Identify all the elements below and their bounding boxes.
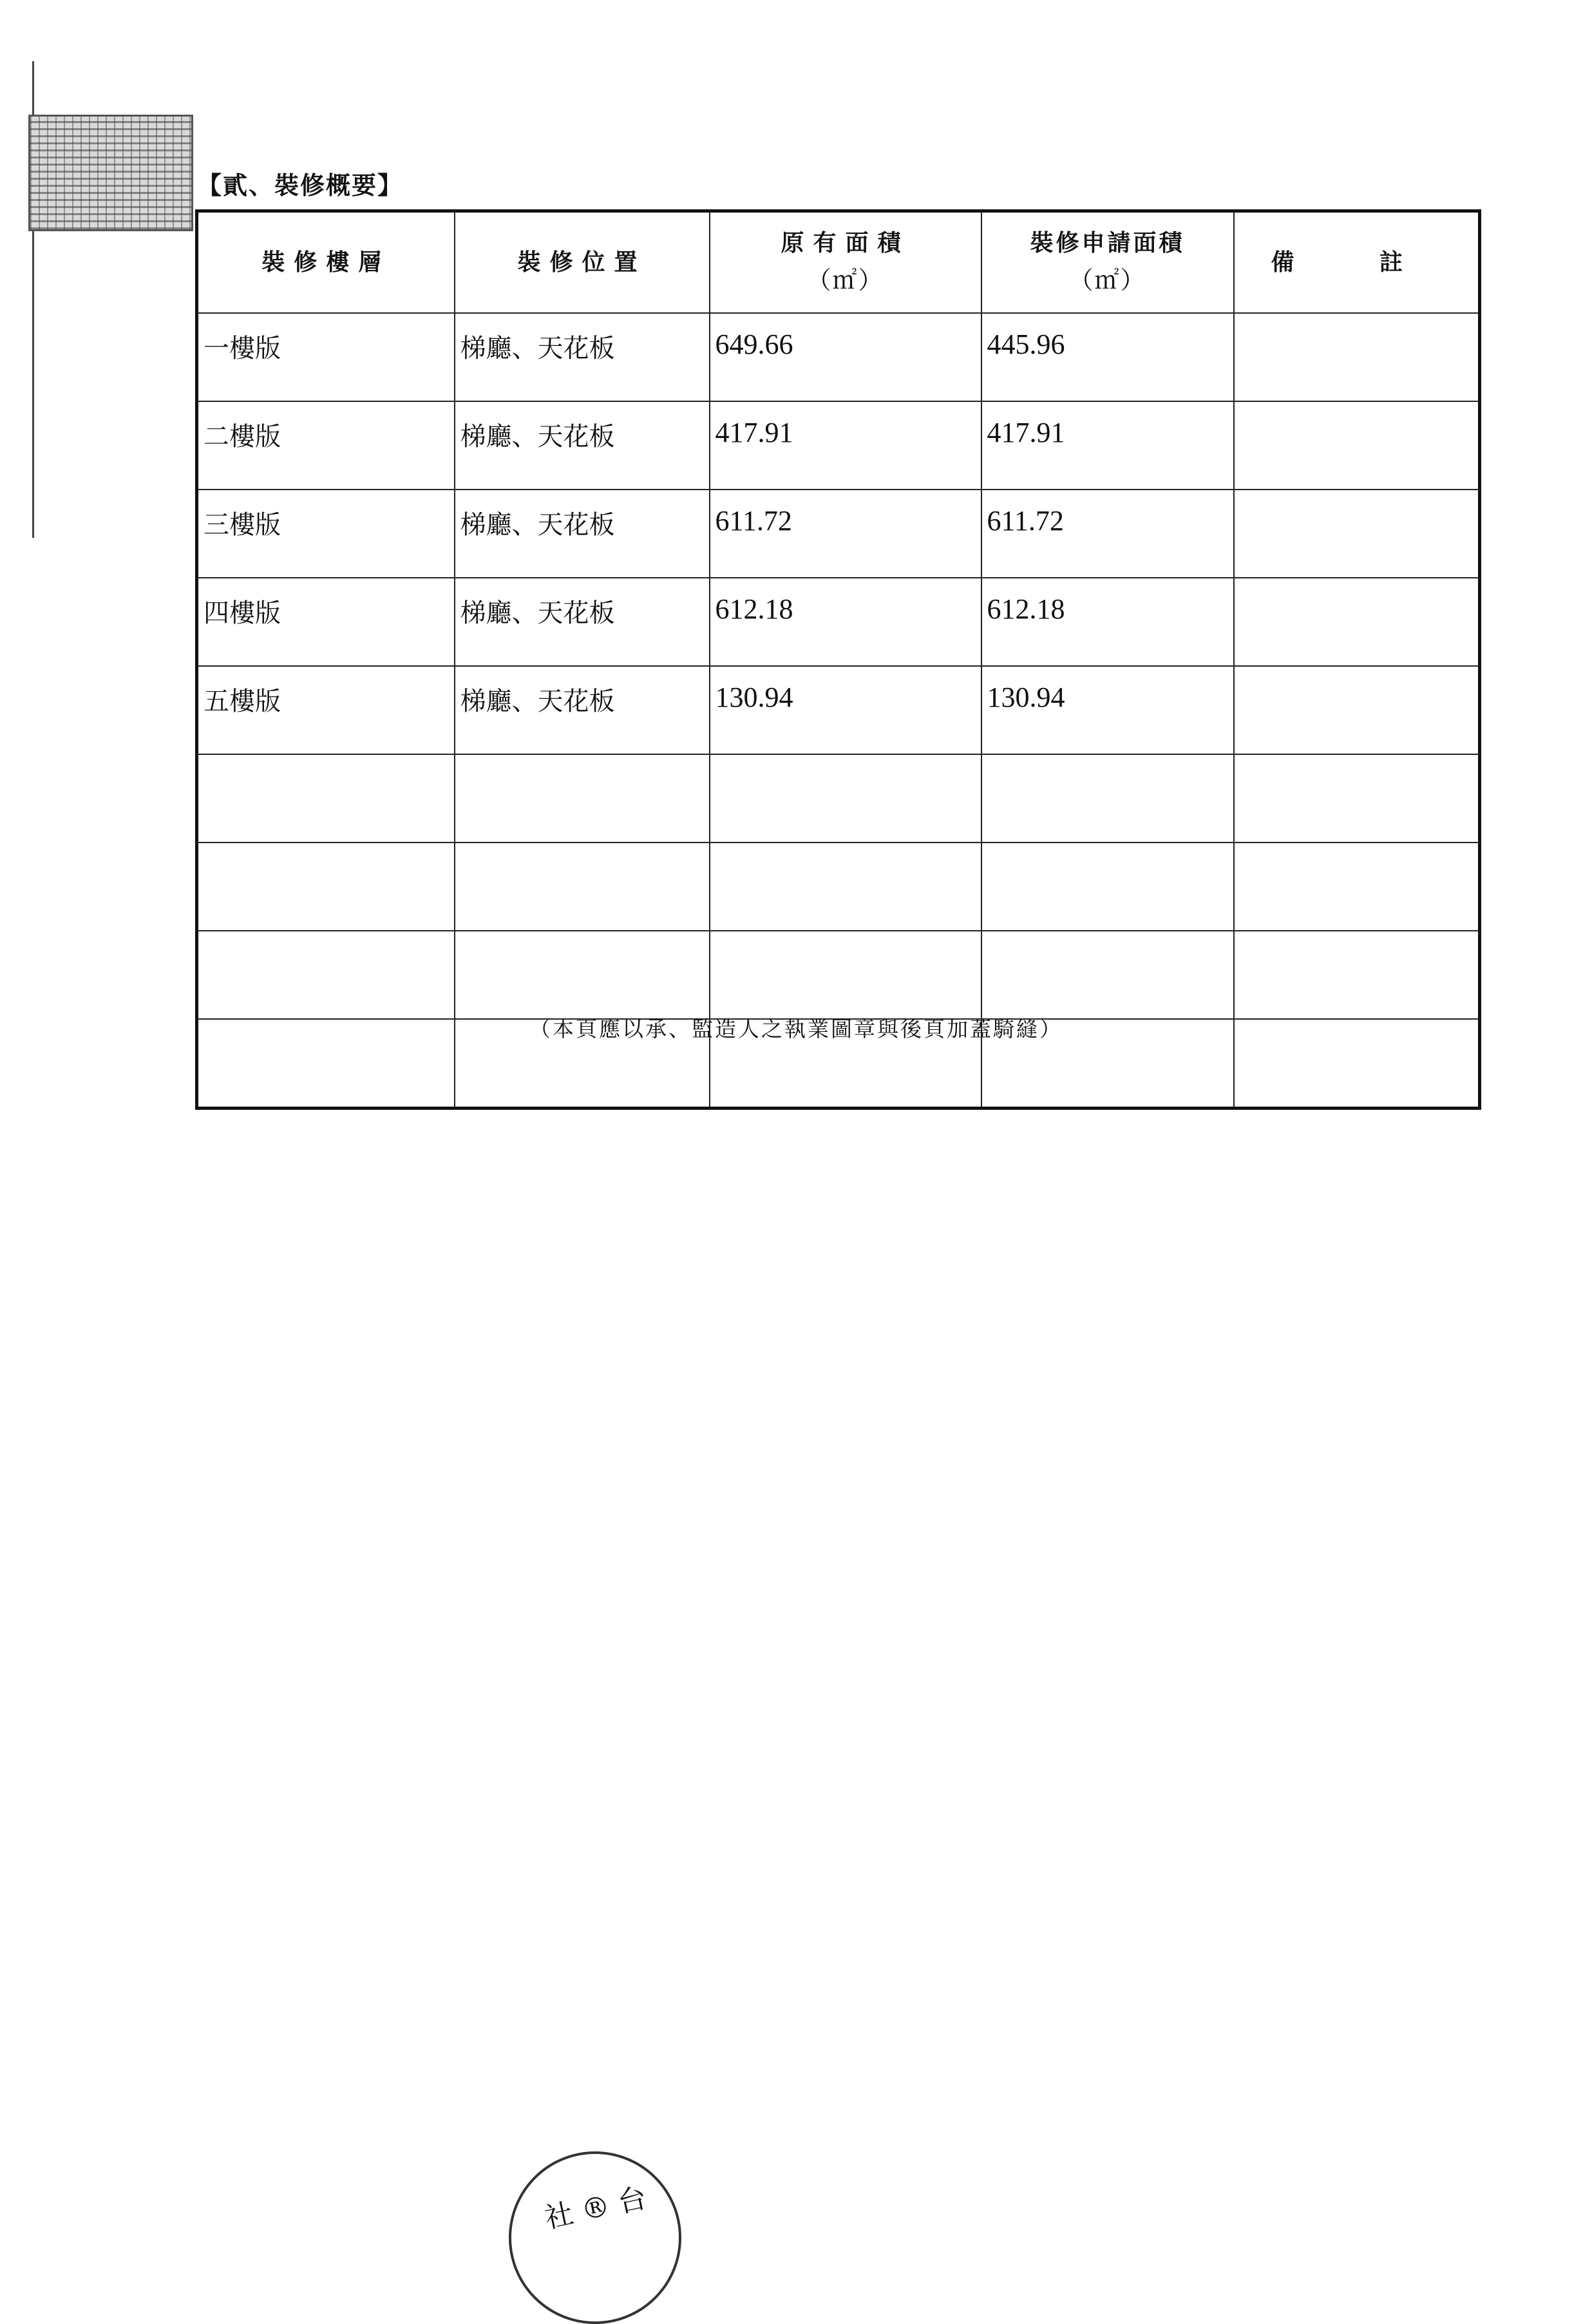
header-floor: 裝修樓層: [197, 211, 455, 314]
table-row: [197, 578, 1480, 666]
header-original-area: [710, 211, 981, 314]
cell-remarks: [1234, 666, 1480, 754]
cell-floor: 二樓版: [197, 401, 455, 490]
cell-original-area: [710, 754, 981, 843]
cell-floor: 三樓版: [197, 490, 455, 578]
cell-floor: [197, 843, 455, 931]
bottom-seal-text: 社 ® 台: [542, 2181, 650, 2235]
cell-original-area: [710, 843, 981, 931]
cell-location: [455, 843, 710, 931]
table-body: [197, 313, 1480, 1109]
table-row: [197, 754, 1480, 843]
bottom-seal-stamp: [509, 2151, 681, 2324]
cell-remarks: [1234, 313, 1480, 401]
cell-location: [455, 754, 710, 843]
cell-applied-area: 612.18: [981, 578, 1234, 666]
table-row: [197, 313, 1480, 401]
table-row: [197, 843, 1480, 931]
seam-seal-footnote: （本頁應以承、監造人之執業圖章與後頁加蓋騎縫）: [529, 1016, 1063, 1042]
section-title: 【貳、裝修概要】: [197, 171, 404, 200]
cell-applied-area: [981, 931, 1234, 1019]
cell-applied-area: [981, 843, 1234, 931]
cell-remarks: [1234, 843, 1480, 931]
cell-original-area: [710, 931, 981, 1019]
header-applied-area-unit: （㎡）: [1068, 265, 1146, 294]
table-row: [197, 931, 1480, 1019]
header-applied-area: [981, 211, 1234, 314]
cell-original-area: 649.66: [710, 313, 981, 401]
cell-applied-area: [981, 754, 1234, 843]
header-original-area-unit: （㎡）: [806, 265, 884, 294]
table-row: [197, 490, 1480, 578]
cell-location: 梯廳、天花板: [455, 490, 710, 578]
cell-remarks: [1234, 401, 1480, 490]
renovation-summary-table: [195, 209, 1481, 1110]
cell-remarks: [1234, 578, 1480, 666]
cell-original-area: 417.91: [710, 401, 981, 490]
cell-original-area: 612.18: [710, 578, 981, 666]
table-row: [197, 666, 1480, 754]
cell-original-area: 130.94: [710, 666, 981, 754]
cell-remarks: [1234, 754, 1480, 843]
cell-floor: 五樓版: [197, 666, 455, 754]
cell-applied-area: 417.91: [981, 401, 1234, 490]
cell-floor: [197, 931, 455, 1019]
cell-original-area: 611.72: [710, 490, 981, 578]
header-applied-area-label: 裝修申請面積: [1030, 229, 1185, 257]
cell-location: 梯廳、天花板: [455, 401, 710, 490]
table-row: [197, 401, 1480, 490]
cell-location: 梯廳、天花板: [455, 666, 710, 754]
cell-floor: 一樓版: [197, 313, 455, 401]
table-header-row: [197, 211, 1480, 314]
cell-location: [455, 931, 710, 1019]
cell-applied-area: 130.94: [981, 666, 1234, 754]
cell-applied-area: 611.72: [981, 490, 1234, 578]
cell-floor: [197, 754, 455, 843]
header-location: 裝修位置: [455, 211, 710, 314]
seam-seal-stamp: [28, 115, 193, 231]
header-remarks: 備 註: [1234, 211, 1480, 314]
cell-remarks: [1234, 490, 1480, 578]
header-original-area-label: 原有面積: [781, 229, 910, 257]
cell-floor: 四樓版: [197, 578, 455, 666]
cell-remarks: [1234, 931, 1480, 1019]
cell-location: 梯廳、天花板: [455, 578, 710, 666]
cell-applied-area: 445.96: [981, 313, 1234, 401]
cell-location: 梯廳、天花板: [455, 313, 710, 401]
